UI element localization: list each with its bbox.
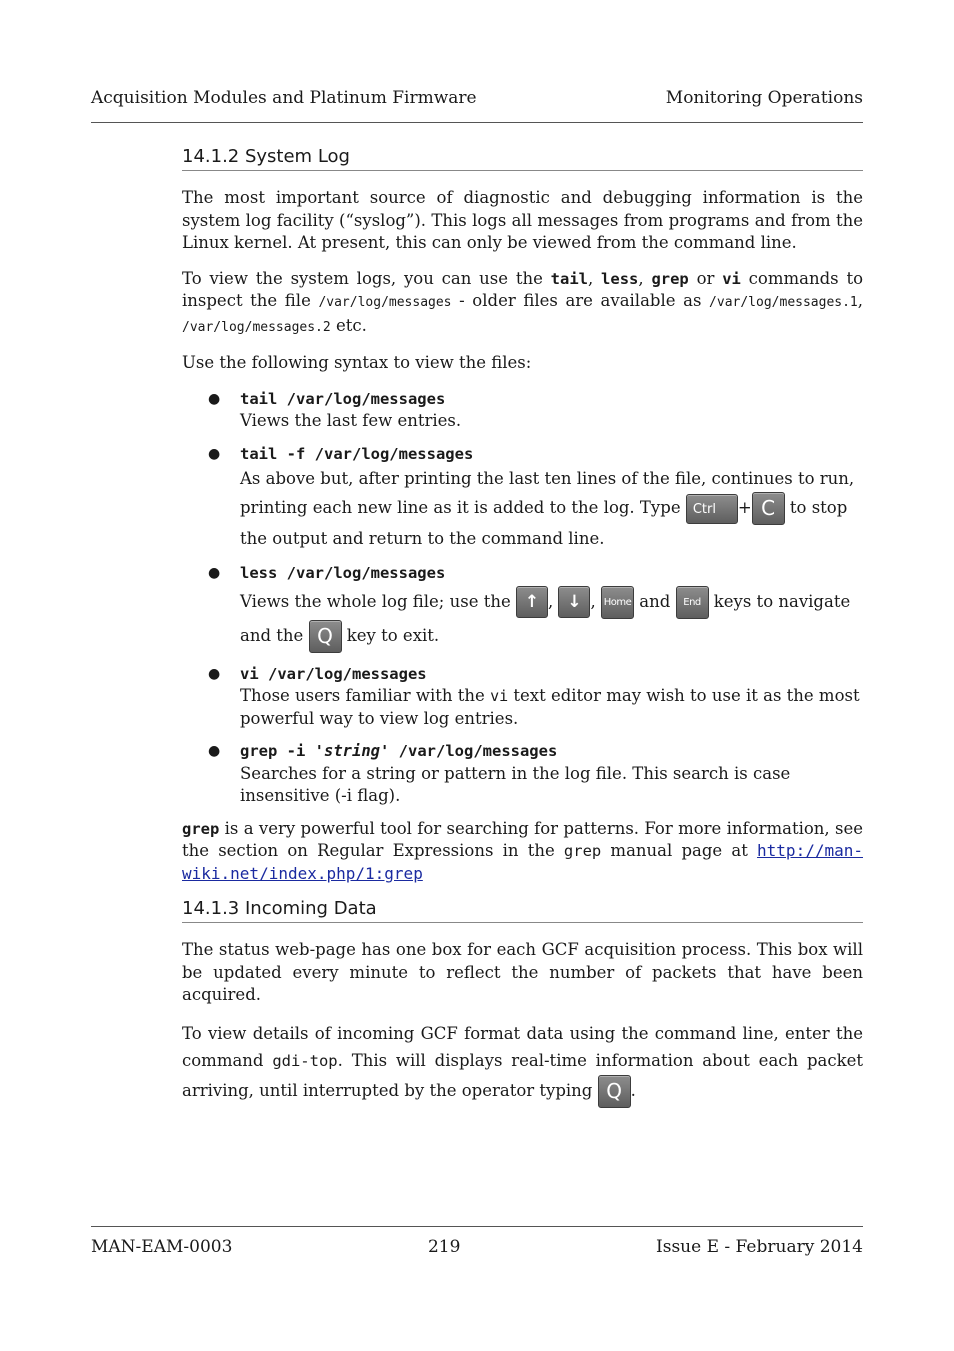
command-description: As above but, after printing the last ten lines of the file, continues to run, printing each new line as it is added to the log. Type Ctrl + C to stop the output and return to the command line. [240,469,855,548]
arrow-down-key-icon: ↓ [558,586,590,618]
paragraph-grep-info: grep is a very powerful tool for searching for patterns. For more information, see the section on Regular Expressions in the grep manual page at http://man-wiki.net/index.php/1:grep [182,818,863,883]
header-left: Acquisition Modules and Platinum Firmware [91,88,477,108]
command-line: tail -f /var/log/messages [240,444,474,463]
command-less: less [601,269,639,288]
end-key-icon: End [676,586,709,619]
code-vi: vi [490,687,509,705]
command-description: Views the last few entries. [240,411,462,430]
command-description: Those users familiar with the vi text editor may wish to use it as the most powerful way to view log entries. [240,686,860,728]
command-description: Searches for a string or pattern in the log file. This search is case insensitive (-i flag). [240,763,791,805]
command-grep: grep [651,269,689,288]
paragraph-syntax-intro: Use the following syntax to view the files: [182,353,532,372]
document-id: MAN-EAM-0003 [91,1237,233,1257]
command-line: less /var/log/messages [240,564,446,582]
q-key-icon: Q [309,620,342,653]
list-item [182,740,863,808]
q-key-icon: Q [598,1075,631,1108]
header-right: Monitoring Operations [665,88,863,108]
section-heading-system-log: 14.1.2 System Log [182,146,863,171]
command-gdi-top: gdi-top [272,1051,338,1070]
file-path-messages-1: /var/log/messages.1 [709,295,858,310]
bullet-icon: ● [208,390,221,407]
command-description: Views the whole log file; use the ↑ , ↓ , Home and End keys to navigate and the Q key to exit. [240,585,863,653]
paragraph-gdi-top: To view details of incoming GCF format data using the command line, enter the command gdi-top. This will displays real-time information about each packet arriving, until interrupted by the operator typing Q . [182,1020,863,1108]
list-item [182,663,863,731]
page-header [91,88,863,123]
arrow-up-key-icon: ↑ [516,586,548,618]
bullet-icon: ● [208,445,221,462]
list-item [182,443,863,553]
command-vi: vi [722,269,741,288]
file-path-messages: /var/log/messages [318,295,452,310]
paragraph-syslog-intro: The most important source of diagnostic and debugging information is the system log facility (“syslog”). This logs all messages from programs and from the Linux kernel. At present, this can only be viewed from the command line. [182,188,863,252]
bullet-icon: ● [208,565,221,581]
main-content [182,146,863,1121]
home-key-icon: Home [601,586,634,619]
code-grep: grep [563,842,602,860]
bullet-icon: ● [208,665,221,682]
command-line: tail /var/log/messages [240,389,446,408]
command-line: grep -i 'string' /var/log/messages [240,742,558,760]
list-item [182,388,863,433]
command-tail: tail [550,269,588,288]
paragraph-view-logs: To view the system logs, you can use the tail, less, grep or vi commands to inspect the file /var/log/messages - older files are available as /var/log/messages.1, /var/log/messages.2 etc. [182,268,864,335]
command-grep: grep [182,819,220,838]
paragraph-status-page: The status web-page has one box for each GCF acquisition process. This box will be updated every minute to reflect the number of packets that have been acquired. [182,940,863,1004]
page-footer [91,1226,863,1257]
grep-manual-link[interactable]: http://man-wiki.net/index.php/1:grep [182,841,863,883]
command-line: vi /var/log/messages [240,664,427,683]
list-item [182,562,863,653]
page-number: 219 [427,1237,461,1257]
issue-date: Issue E - February 2014 [656,1237,863,1257]
section-heading-incoming-data: 14.1.3 Incoming Data [182,898,863,923]
ctrl-key-icon: Ctrl [686,494,738,524]
syntax-list [182,388,863,808]
bullet-icon: ● [208,743,221,759]
c-key-icon: C [752,492,785,525]
file-path-messages-2: /var/log/messages.2 [182,319,331,335]
